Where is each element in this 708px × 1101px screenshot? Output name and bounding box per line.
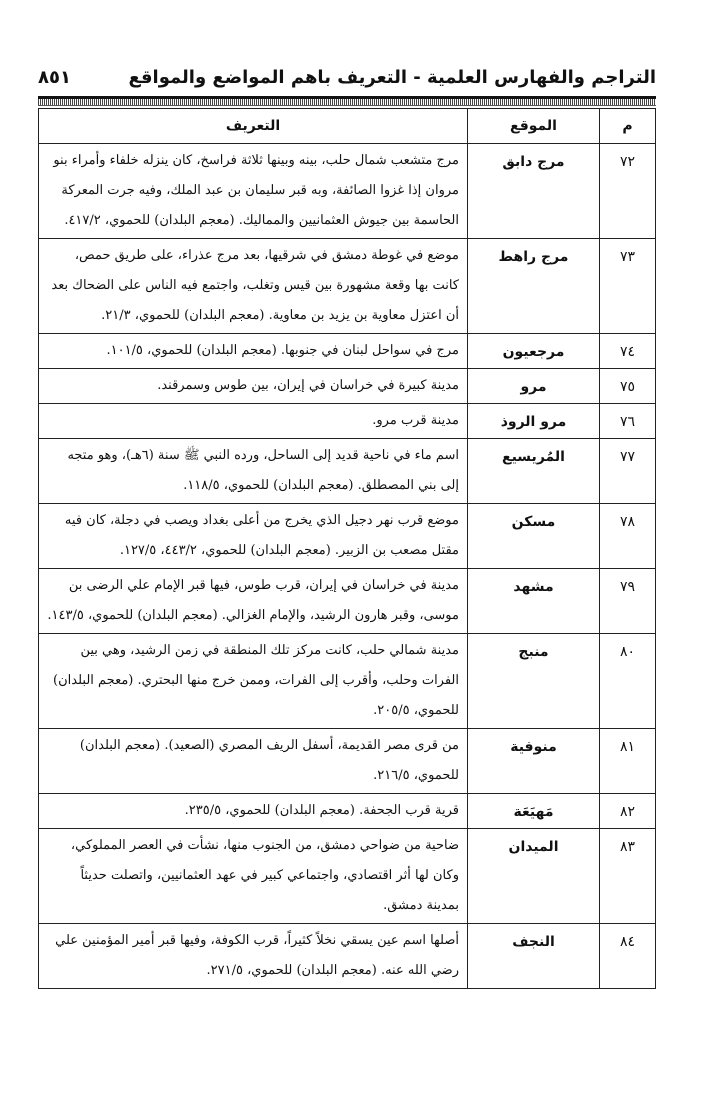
row-site: مَهيَعَة [468, 794, 600, 829]
table-row [39, 794, 656, 829]
sites-table [38, 108, 656, 989]
row-definition: ضاحية من ضواحي دمشق، من الجنوب منها، نشأت في العصر المملوكي، وكان لها أثر اقتصادي، واجتماعي كبير في عهد العثمانيين، واتصلت حديثاً بمدينة دمشق. [39, 829, 468, 924]
header-definition: التعريف [39, 109, 468, 144]
row-number: ٨١ [600, 729, 656, 794]
row-number: ٧٢ [600, 144, 656, 239]
row-number: ٨٤ [600, 924, 656, 989]
row-number: ٧٨ [600, 504, 656, 569]
table-row [39, 144, 656, 239]
row-site: منبج [468, 634, 600, 729]
row-definition: مدينة في خراسان في إيران، قرب طوس، فيها قبر الإمام علي الرضى بن موسى، وقبر هارون الرشيد، والإمام الغزالي. (معجم البلدان) للحموي، ١٤٣/٥. [39, 569, 468, 634]
header-num: م [600, 109, 656, 144]
header-site: الموقع [468, 109, 600, 144]
row-number: ٨٠ [600, 634, 656, 729]
table-row [39, 829, 656, 924]
row-definition: موضع قرب نهر دجيل الذي يخرج من أعلى بغداد ويصب في دجلة، كان فيه مقتل مصعب بن الزبير. (معجم البلدان) للحموي، ٤٤٣/٢، ١٢٧/٥. [39, 504, 468, 569]
row-number: ٧٩ [600, 569, 656, 634]
row-site: المُريسيع [468, 439, 600, 504]
table-row [39, 334, 656, 369]
table-row [39, 239, 656, 334]
page-number: ٨٥١ [38, 66, 71, 88]
table-row [39, 404, 656, 439]
table-row [39, 729, 656, 794]
row-site: الميدان [468, 829, 600, 924]
row-site: مرجعيون [468, 334, 600, 369]
table-row [39, 634, 656, 729]
running-header [38, 62, 656, 92]
row-number: ٧٦ [600, 404, 656, 439]
row-definition: أصلها اسم عين يسقي نخلاً كثيراً، قرب الكوفة، وفيها قبر أمير المؤمنين علي رضي الله عنه. (معجم البلدان) للحموي، ٢٧١/٥. [39, 924, 468, 989]
row-definition: مدينة قرب مرو. [39, 404, 468, 439]
row-number: ٨٣ [600, 829, 656, 924]
header-rule [38, 96, 656, 106]
row-site: النجف [468, 924, 600, 989]
row-site: منوفية [468, 729, 600, 794]
table-row [39, 924, 656, 989]
row-definition: قرية قرب الجحفة. (معجم البلدان) للحموي، ٢٣٥/٥. [39, 794, 468, 829]
row-definition: اسم ماء في ناحية قديد إلى الساحل، ورده النبي ﷺ سنة (٦هـ)، وهو متجه إلى بني المصطلق. (معجم البلدان) للحموي، ١١٨/٥. [39, 439, 468, 504]
table-header-row [39, 109, 656, 144]
row-number: ٧٧ [600, 439, 656, 504]
row-site: مرج راهط [468, 239, 600, 334]
row-number: ٧٤ [600, 334, 656, 369]
row-number: ٨٢ [600, 794, 656, 829]
row-site: مسكن [468, 504, 600, 569]
table-row [39, 439, 656, 504]
row-site: مرو [468, 369, 600, 404]
row-site: مرج دابق [468, 144, 600, 239]
table-row [39, 569, 656, 634]
row-number: ٧٥ [600, 369, 656, 404]
row-definition: مرج متشعب شمال حلب، بينه وبينها ثلاثة فراسخ، كان ينزله خلفاء وأمراء بنو مروان إذا غزوا الصائفة، وبه قبر سليمان بن عبد الملك، وفيه جرت المعركة الحاسمة بين جيوش العثمانيين والمماليك. (معجم البلدان) للحموي، ٤١٧/٢. [39, 144, 468, 239]
table-row [39, 504, 656, 569]
header-title: التراجم والفهارس العلمية - التعريف باهم المواضع والمواقع [128, 66, 656, 88]
table-row [39, 369, 656, 404]
row-definition: موضع في غوطة دمشق في شرقيها، بعد مرج عذراء، على طريق حمص، كانت بها وقعة مشهورة بين قيس وتغلب، واجتمع فيه الناس على الضحاك بعد أن اعتزل معاوية بن يزيد بن معاوية. (معجم البلدان) للحموي، ٢١/٣. [39, 239, 468, 334]
row-number: ٧٣ [600, 239, 656, 334]
row-definition: مرج في سواحل لبنان في جنوبها. (معجم البلدان) للحموي، ١٠١/٥. [39, 334, 468, 369]
row-definition: مدينة كبيرة في خراسان في إيران، بين طوس وسمرقند. [39, 369, 468, 404]
row-site: مشهد [468, 569, 600, 634]
row-definition: مدينة شمالي حلب، كانت مركز تلك المنطقة في زمن الرشيد، وهي بين الفرات وحلب، وأقرب إلى الفرات، وممن خرج منها البحتري. (معجم البلدان) للحموي، ٢٠٥/٥. [39, 634, 468, 729]
row-definition: من قرى مصر القديمة، أسفل الريف المصري (الصعيد). (معجم البلدان) للحموي، ٢١٦/٥. [39, 729, 468, 794]
row-site: مرو الروذ [468, 404, 600, 439]
